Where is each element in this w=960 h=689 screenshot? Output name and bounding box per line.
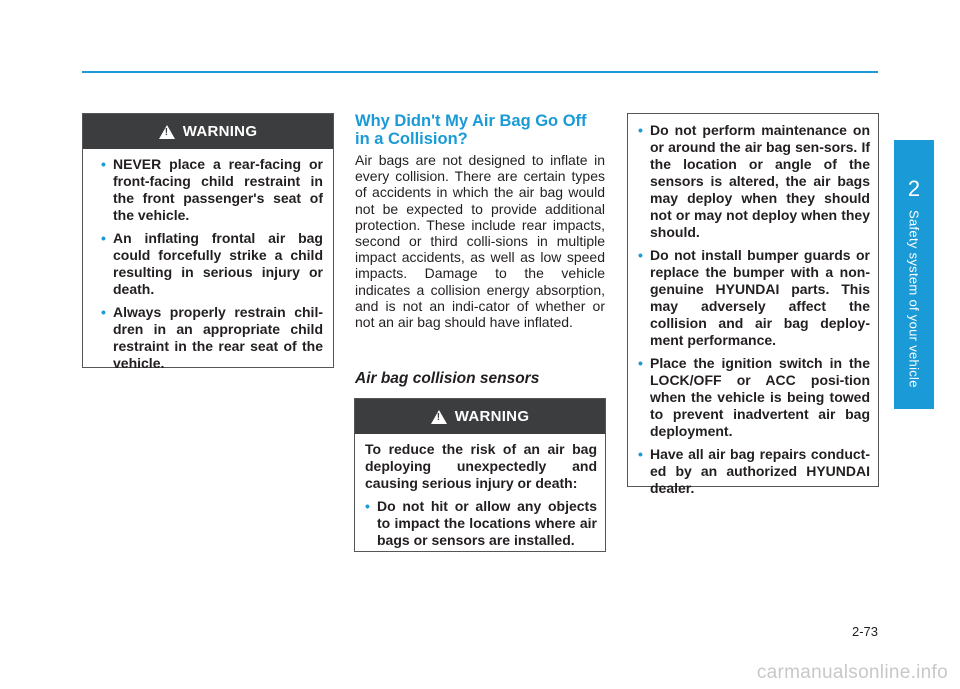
- chapter-tab: [894, 140, 934, 409]
- warning-header: [355, 399, 605, 434]
- chapter-number: 2: [907, 176, 921, 201]
- warning-list: [101, 156, 323, 372]
- list-item: • Do not perform maintenance on or around the air bag sen-sors. If the location or angle of the sensors is altered, the air bags may deploy when they should not or may not deploy when they should.: [638, 122, 870, 241]
- list-item: • Do not hit or allow any objects to impact the locations where air bags or sensors are installed.: [365, 498, 597, 549]
- warning-box-child-restraint: [82, 113, 334, 371]
- list-item: • NEVER place a rear-facing or front-facing child restraint in the front passenger's seat of the vehicle.: [101, 156, 323, 224]
- warning-list: [365, 498, 597, 549]
- section-body: Air bags are not designed to inflate in every collision. There are certain types of accidents in which the air bag would not be expected to provide additional protection. These include rear impacts, second or third colli-sions in multiple impact accidents, as well as low speed impacts. Damage to the vehicle indicates a collision energy absorption, and is not an indi-cator of whether or not an air bag should have inflated.: [355, 152, 605, 331]
- warning-box-sensors: [354, 398, 606, 552]
- list-item: • An inflating frontal air bag could forcefully strike a child resulting in serious injury or death.: [101, 230, 323, 298]
- page-number: 2-73: [851, 624, 878, 639]
- warning-label: WARNING: [182, 123, 258, 140]
- warning-header: [83, 114, 333, 149]
- list-item: • Always properly restrain chil-dren in an appropriate child restraint in the rear seat of the vehicle.: [101, 304, 323, 372]
- warning-list: [638, 122, 870, 497]
- warning-label: WARNING: [454, 408, 530, 425]
- warning-intro: To reduce the risk of an air bag deploying unexpectedly and causing serious injury or death:: [365, 441, 597, 491]
- list-item: • Do not install bumper guards or replace the bumper with a non-genuine HYUNDAI parts. This may adversely affect the collision and air bag deploy-ment performance.: [638, 247, 870, 349]
- list-item: • Have all air bag repairs conduct-ed by an authorized HYUNDAI dealer.: [638, 446, 870, 497]
- list-item: • Place the ignition switch in the LOCK/OFF or ACC posi-tion when the vehicle is being towed to prevent inadvertent air bag deployment.: [638, 355, 870, 440]
- section-heading: Why Didn't My Air Bag Go Off in a Collision?: [355, 112, 587, 148]
- warning-triangle-icon: [431, 410, 447, 424]
- chapter-title: Safety system of your vehicle: [906, 210, 922, 388]
- top-rule: [82, 71, 878, 73]
- warning-triangle-icon: [159, 125, 175, 139]
- sub-heading: Air bag collision sensors: [355, 370, 540, 387]
- warning-box-continued: [627, 113, 879, 496]
- watermark-link[interactable]: carmanualsonline.info: [756, 662, 948, 683]
